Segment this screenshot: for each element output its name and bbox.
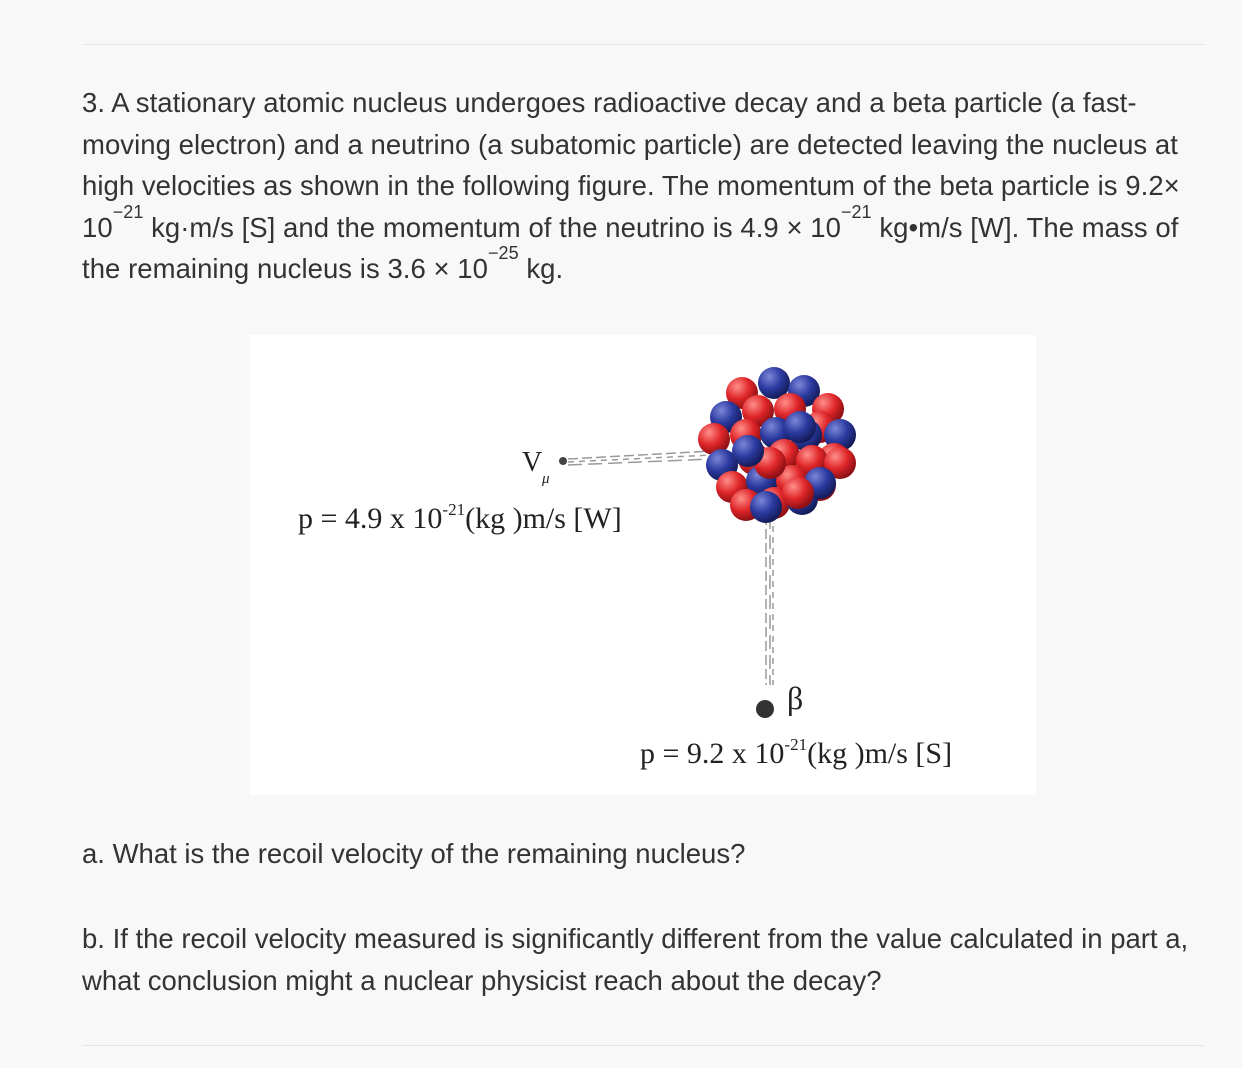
bottom-divider (82, 1045, 1204, 1046)
neutron-sphere (784, 411, 816, 443)
nucleus-icon (698, 367, 856, 523)
top-divider (82, 44, 1204, 45)
neutrino-trail (568, 451, 712, 465)
proton-sphere (782, 477, 814, 509)
beta-momentum-label: p = 9.2 x $10^{-21}(kg$ )m/s [S] (640, 735, 953, 770)
decay-figure (250, 335, 1036, 795)
neutron-sphere (732, 435, 764, 467)
neutron-sphere (750, 491, 782, 523)
neutrino-symbol: V (522, 447, 543, 478)
decay-diagram (250, 335, 1036, 795)
neutrino-momentum-label: p = 4.9 x $10^{-21}(kg$ )m/s [W] (298, 500, 622, 535)
neutrino-subscript: μ (542, 471, 550, 487)
question-text: 3. A stationary atomic nucleus undergoes radioactive decay and a beta particle (a fast- moving electron) and a neutrino (a subatomic particle) are detected leaving the nucleus at high velocities as shown in the following figure. The momentum of the beta particle is $9.2\times 10^{-21}$ kg·m/s [S] and the momentum of the neutrino is $4.9 \times 10^{-21}$ kg•m/s [W]. The mass of the remaining nucleus is $3.6 \times 10^{-25}$ kg. (82, 87, 1180, 284)
beta-symbol: β (787, 680, 804, 716)
beta-trail (766, 515, 773, 685)
part-b-question: b. If the recoil velocity measured is significantly different from the value calculated in part a, what conclusion might a nuclear physicist reach about the decay? (82, 923, 1189, 996)
beta-particle (756, 700, 774, 718)
part-a-question: a. What is the recoil velocity of the remaining nucleus? (82, 838, 746, 869)
neutrino-particle (559, 457, 567, 465)
